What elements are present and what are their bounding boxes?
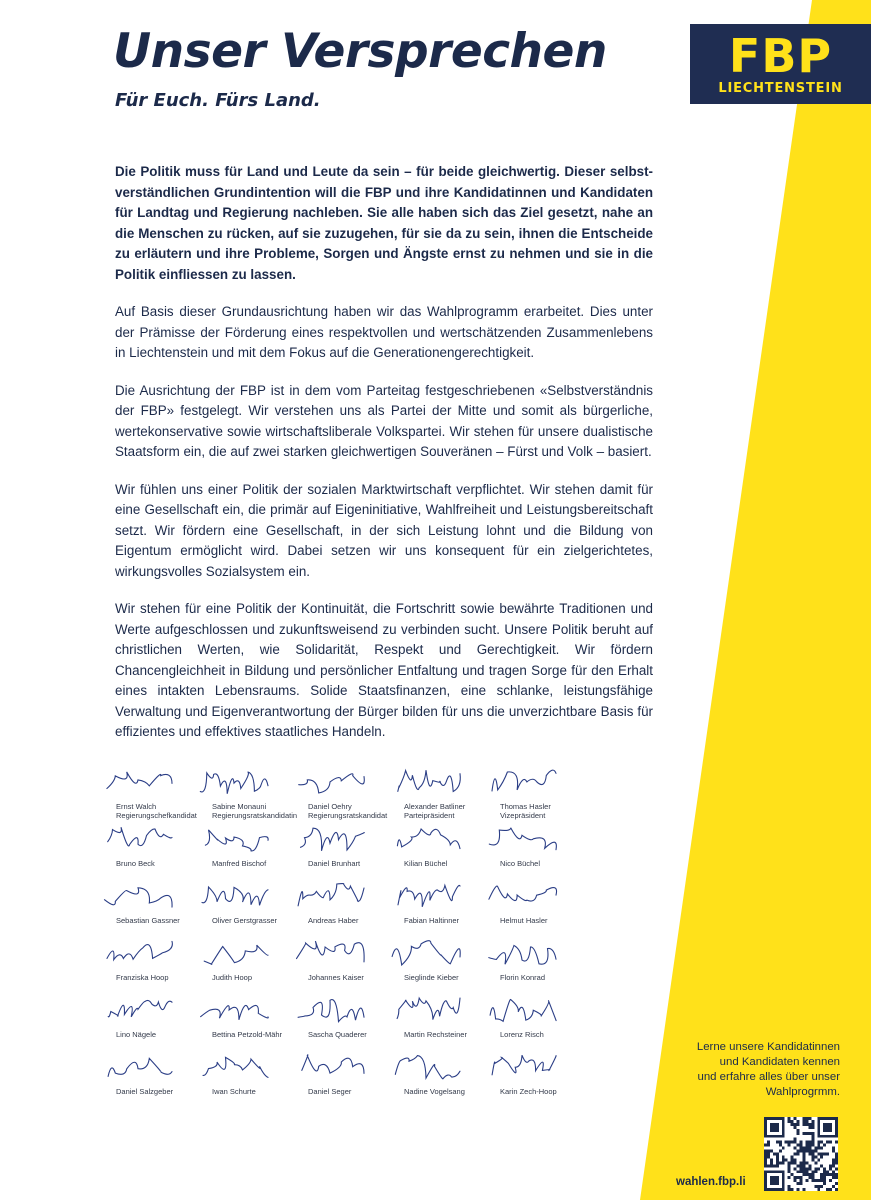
paragraph-intro: Die Politik muss für Land und Leute da sein – für beide gleichwertig. Dieser selbstverständlichen Grundintention will die FBP und ihre Kandidatinnen und Kandidaten für Landtag und Regierung nachleben. Sie alle haben sich das Ziel gesetzt, nahe an die Menschen zu rücken, auf sie zuzugehen, für sie da zu sein, ihnen die Entscheide zu erläutern und ihre Probleme, Sorgen und Ängste ernst zu nehmen und sie in die Politik einfliessen zu lassen.	[115, 164, 653, 282]
signature-block	[290, 819, 386, 876]
handwritten-signature	[292, 876, 372, 914]
signature-block	[194, 1047, 290, 1104]
handwritten-signature	[388, 990, 468, 1028]
signatory-name: Florin Konrad	[500, 973, 546, 982]
handwritten-signature	[292, 819, 372, 857]
signature-block	[482, 1047, 578, 1104]
promo-line: und erfahre alles über unser	[697, 1071, 840, 1083]
handwritten-signature	[100, 762, 180, 800]
signatory-role: Regierungschefkandidat	[116, 811, 197, 820]
signature-stroke	[204, 945, 268, 964]
handwritten-signature	[100, 990, 180, 1028]
page-subtitle: Für Euch. Fürs Land.	[115, 90, 321, 111]
signatory-name: Kilian Büchel	[404, 859, 448, 868]
signature-stroke	[200, 772, 268, 794]
signatory-name: Helmut Hasler	[500, 916, 548, 925]
promo-line: und Kandidaten kennen	[719, 1056, 840, 1068]
signature-stroke	[398, 885, 460, 906]
signatory-name: Karin Zech-Hoop	[500, 1087, 557, 1096]
signature-stroke	[105, 888, 173, 907]
signature-stroke	[299, 774, 365, 793]
handwritten-signature	[388, 1047, 468, 1085]
handwritten-signature	[196, 933, 276, 971]
signature-stroke	[205, 830, 268, 851]
signatory-name: Judith Hoop	[212, 973, 253, 982]
signature-block	[482, 933, 578, 990]
signatory-name: Iwan Schurte	[212, 1087, 256, 1096]
signature-stroke	[107, 772, 172, 789]
signatory-name: Franziska Hoop	[116, 973, 169, 982]
signature-stroke	[489, 945, 556, 964]
signature-stroke	[108, 1000, 172, 1016]
signature-stroke	[490, 999, 556, 1021]
signature-block	[98, 819, 194, 876]
signatory-name: Lorenz Risch	[500, 1030, 544, 1039]
signature-block	[194, 990, 290, 1047]
signatory-name: Thomas Hasler	[500, 802, 551, 811]
signature-grid	[98, 762, 598, 1104]
signature-stroke	[492, 1055, 556, 1075]
signature-stroke	[395, 1056, 460, 1079]
signatory-name: Lino Nägele	[116, 1030, 157, 1039]
signatory-name: Fabian Haltinner	[404, 916, 460, 925]
signature-stroke	[392, 941, 460, 965]
signature-stroke	[108, 1058, 172, 1076]
handwritten-signature	[484, 762, 564, 800]
signatory-name: Ernst Walch	[116, 802, 157, 811]
signatory-name: Daniel Brunhart	[308, 859, 361, 868]
signature-stroke	[108, 827, 172, 846]
signature-stroke	[398, 770, 460, 791]
signatory-name: Alexander Batliner	[404, 802, 466, 811]
signature-stroke	[489, 886, 557, 901]
signatory-name: Bettina Petzold-Mähr	[212, 1030, 283, 1039]
paragraph: Wir fühlen uns einer Politik der sozialen Marktwirtschaft verpflichtet. Wir stehen damit für eine Gesellschaft ein, die primär auf Eigeninitiative, Wahlfreiheit und Leistungsbereitschaft setzt. Wir fördern eine Gesellschaft, in der sich Leistung lohnt und die Bildung von Eigentum ermöglicht wird. Dabei setzen wir uns konsequent für ein zielgerichtetes, wirkungsvolles Sozialsystem ein.	[115, 481, 653, 579]
logo-mark: FBP	[728, 29, 833, 83]
signature-block	[386, 819, 482, 876]
handwritten-signature	[292, 933, 372, 971]
signature-block	[290, 933, 386, 990]
handwritten-signature	[388, 762, 468, 800]
signatory-name: Nico Büchel	[500, 859, 541, 868]
signature-block	[290, 762, 386, 819]
handwritten-signature	[388, 876, 468, 914]
signature-block	[386, 1047, 482, 1104]
signature-block	[386, 933, 482, 990]
promo-line: Wahlprogrmm.	[765, 1086, 840, 1098]
handwritten-signature	[484, 819, 564, 857]
signatory-name: Sabine Monauni	[212, 802, 267, 811]
signatory-name: Nadine Vogelsang	[404, 1087, 465, 1096]
signature-block	[290, 876, 386, 933]
signatory-name: Sieglinde Kieber	[404, 973, 459, 982]
paragraph: Auf Basis dieser Grundausrichtung haben wir das Wahlprogramm erarbeitet. Dies unter der Prämisse der Förderung eines respektvollen und wertschätzenden Zusammenlebens in Liechtenstein und mit dem Fokus auf die Generationengerechtigkeit.	[115, 304, 653, 360]
logo-subtitle: LIECHTENSTEIN	[718, 81, 843, 96]
signatory-name: Oliver Gerstgrasser	[212, 916, 278, 925]
signature-stroke	[107, 941, 172, 959]
signature-stroke	[298, 884, 364, 906]
signature-block	[386, 762, 482, 819]
signatory-role: Parteipräsident	[404, 811, 455, 820]
handwritten-signature	[196, 876, 276, 914]
signature-stroke	[397, 829, 460, 849]
handwritten-signature	[292, 990, 372, 1028]
page-title: Unser Versprechen	[113, 24, 607, 79]
signatory-role: Regierungsratskandidat	[308, 811, 388, 820]
fbp-logo[interactable]	[690, 24, 871, 104]
paragraph: Wir stehen für eine Politik der Kontinuität, die Fortschritt sowie bewährte Traditionen und Werte aufgeschlossen und zukunftsweisend zu verbinden sucht. Unsere Politik beruht auf christlichen Werten, wie Solidarität, Respekt und Gerechtigkeit. Wir fördern Chancengleichheit in Bildung und persönlicher Entfaltung und tragen Sorge für den Erhalt eines intakten Lebensraums. Solide Staatsfinanzen, eine schlanke, leistungsfähige Verwaltung und Eigenverantwortung der Bürger bilden für uns die unverzichtbare Basis für effizientes und effektives staatliches Handeln.	[115, 601, 653, 739]
signatory-name: Daniel Salzgeber	[116, 1087, 174, 1096]
handwritten-signature	[100, 1047, 180, 1085]
handwritten-signature	[388, 933, 468, 971]
handwritten-signature	[100, 819, 180, 857]
signature-block	[482, 819, 578, 876]
signatory-name: Manfred Bischof	[212, 859, 267, 868]
handwritten-signature	[292, 762, 372, 800]
handwritten-signature	[484, 990, 564, 1028]
signature-block	[194, 933, 290, 990]
signatory-name: Daniel Oehry	[308, 802, 352, 811]
signature-block	[98, 762, 197, 820]
handwritten-signature	[388, 819, 468, 857]
handwritten-signature	[100, 876, 180, 914]
signature-block	[194, 762, 298, 820]
handwritten-signature	[484, 1047, 564, 1085]
signatory-name: Andreas Haber	[308, 916, 359, 925]
handwritten-signature	[292, 1047, 372, 1085]
signature-stroke	[297, 941, 365, 962]
website-link[interactable]: wahlen.fbp.li	[676, 1176, 746, 1188]
promo-line: Lerne unsere Kandidatinnen	[696, 1041, 840, 1053]
signature-block	[386, 876, 482, 933]
signatory-name: Daniel Seger	[308, 1087, 352, 1096]
signature-block	[194, 819, 290, 876]
signature-stroke	[301, 828, 365, 851]
handwritten-signature	[484, 876, 564, 914]
handwritten-signature	[196, 762, 276, 800]
handwritten-signature	[484, 933, 564, 971]
signature-block	[482, 762, 578, 819]
signatory-name: Martin Rechsteiner	[404, 1030, 467, 1039]
signature-stroke	[202, 887, 268, 905]
paragraph: Die Ausrichtung der FBP ist in dem vom Parteitag festgeschriebenen «Selbstverständnis der FBP» festgelegt. Wir verstehen uns als Partei der Mitte und somit als bürgerliche, wertekonservative sowie wirtschaftsliberale Volkspartei. Wir stehen für unsere dualistische Staatsform ein, die auf zwei starken gleichwertigen Souveränen – Fürst und Volk – basiert.	[115, 382, 653, 459]
signature-stroke	[203, 1057, 268, 1077]
signature-stroke	[201, 1005, 269, 1019]
signatory-name: Sascha Quaderer	[308, 1030, 367, 1039]
signature-block	[98, 933, 194, 990]
signature-block	[482, 876, 578, 933]
handwritten-signature	[100, 933, 180, 971]
qr-code-icon[interactable]	[764, 1117, 838, 1191]
signature-stroke	[492, 770, 556, 791]
signature-stroke	[397, 998, 460, 1020]
signature-stroke	[489, 828, 556, 850]
signature-block	[482, 990, 578, 1047]
handwritten-signature	[196, 1047, 276, 1085]
signature-block	[194, 876, 290, 933]
handwritten-signature	[196, 819, 276, 857]
signature-block	[98, 990, 194, 1047]
signature-stroke	[298, 1000, 364, 1022]
signatory-role: Regierungsratskandidatin	[212, 811, 298, 820]
signatory-name: Sebastian Gassner	[116, 916, 180, 925]
signatory-role: Vizepräsident	[500, 811, 546, 820]
handwritten-signature	[196, 990, 276, 1028]
signatory-name: Johannes Kaiser	[308, 973, 364, 982]
signature-block	[98, 1047, 194, 1104]
promo-text	[672, 1040, 840, 1100]
signature-block	[290, 990, 386, 1047]
signature-stroke	[302, 1055, 364, 1074]
signature-block	[290, 1047, 386, 1104]
signature-block	[386, 990, 482, 1047]
signature-block	[98, 876, 194, 933]
signatory-name: Bruno Beck	[116, 859, 155, 868]
body-text	[115, 162, 653, 760]
